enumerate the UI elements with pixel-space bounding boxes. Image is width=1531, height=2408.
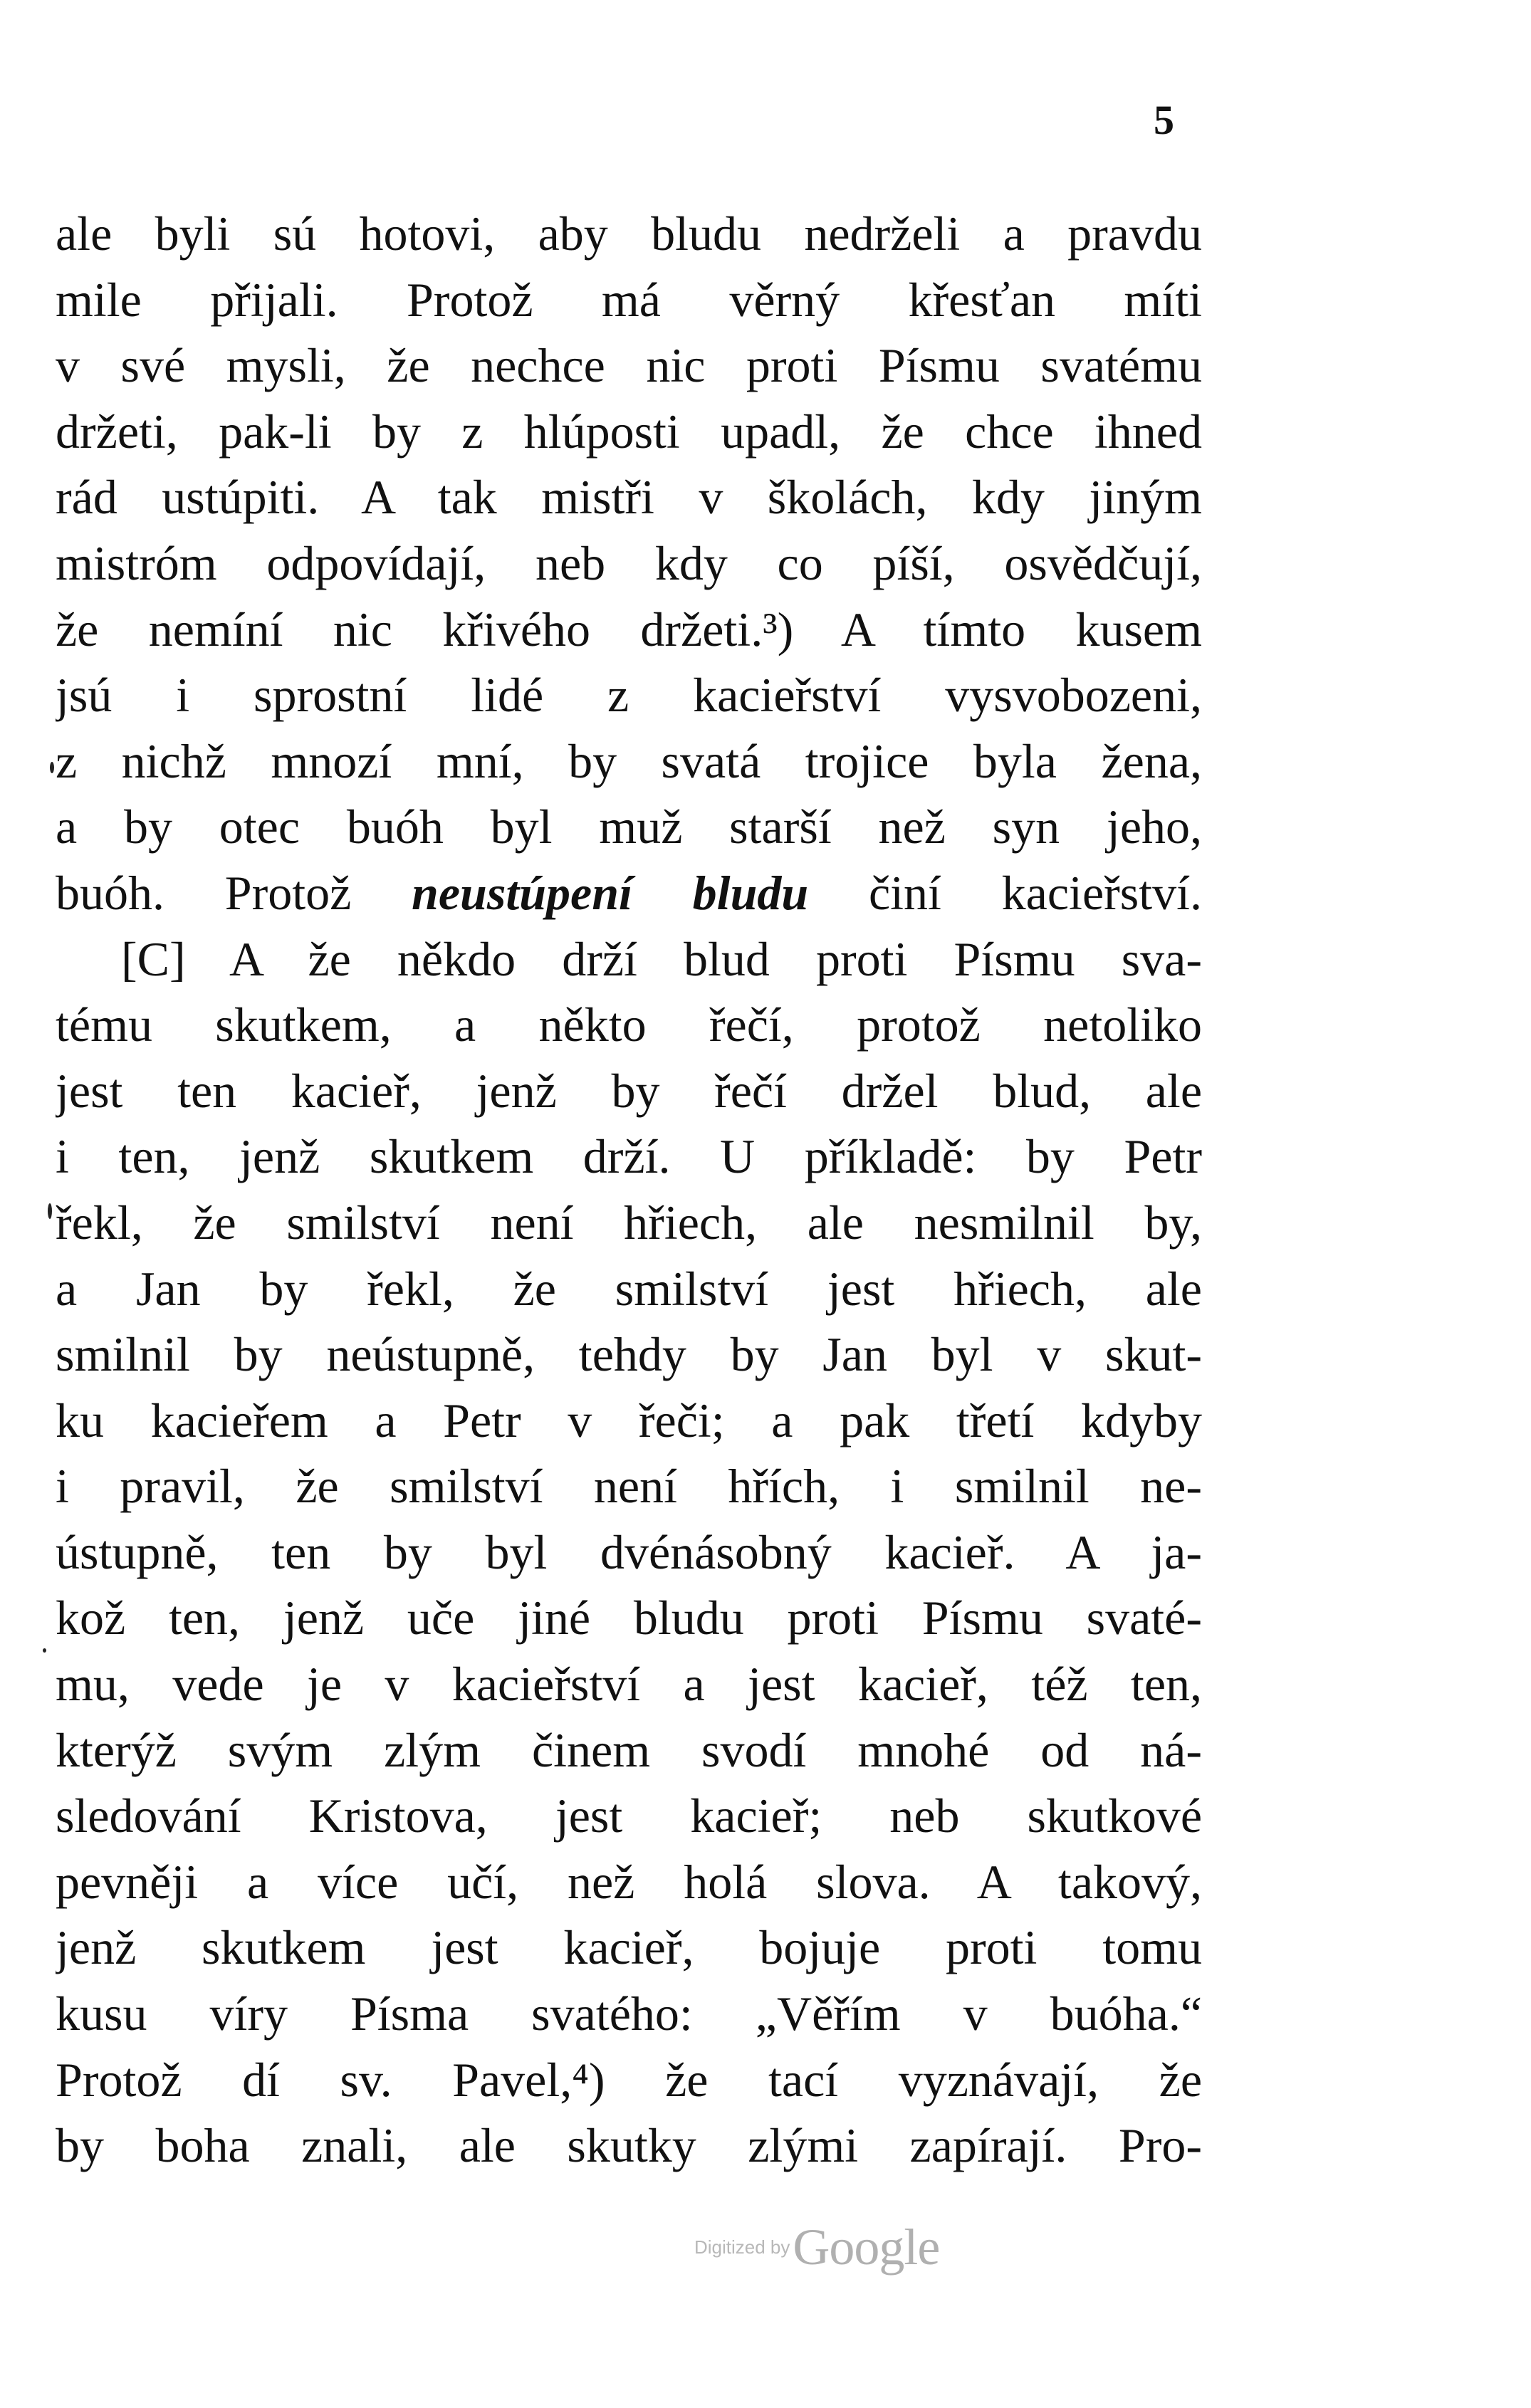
text-line: i ten, jenž skutkem drží. U příkladě: by Petr: [56, 1129, 1202, 1184]
text-run: buóh. Protož: [56, 865, 352, 920]
page-number: 5: [1154, 97, 1174, 143]
scan-speck: [48, 1203, 52, 1219]
text-line-paragraph-end: [56, 860, 1202, 926]
text-line: rád ustúpiti. A tak mistři v školách, kdy jiným: [56, 470, 1202, 525]
text-line: ku kacieřem a Petr v řeči; a pak třetí kdyby: [56, 1393, 1202, 1448]
text-line: ústupně, ten by byl dvénásobný kacieř. A ja-: [56, 1524, 1202, 1579]
text-line: jenž skutkem jest kacieř, bojuje proti tomu: [56, 1920, 1202, 1975]
text-line: kterýž svým zlým činem svodí mnohé od ná-: [56, 1722, 1202, 1777]
text-line: jsú i sprostní lidé z kacieřství vysvobozeni,: [56, 668, 1202, 723]
digitized-by-google-watermark: [694, 2219, 940, 2276]
text-line: a by otec buóh byl muž starší než syn jeho,: [56, 800, 1202, 854]
body-text: [56, 201, 1202, 2179]
text-line: a Jan by řekl, že smilství jest hřiech, ale: [56, 1261, 1202, 1316]
text-line: držeti, pak-li by z hlúposti upadl, že chce ihned: [56, 404, 1202, 459]
text-line: řekl, že smilství není hřiech, ale nesmilnil by,: [56, 1195, 1202, 1250]
text-line: kusu víry Písma svatého: „Věřím v buóha.“: [56, 1986, 1202, 2041]
google-logo: Google: [793, 2219, 940, 2276]
text-line: kož ten, jenž uče jiné bludu proti Písmu svaté-: [56, 1591, 1202, 1645]
text-line: i pravil, že smilství není hřích, i smilnil ne-: [56, 1459, 1202, 1514]
text-line: smilnil by neústupně, tehdy by Jan byl v skut-: [56, 1327, 1202, 1382]
text-line-paragraph-start: [C] A že někdo drží blud proti Písmu sva-: [121, 931, 1202, 986]
text-line: mu, vede je v kacieřství a jest kacieř, též ten,: [56, 1657, 1202, 1712]
text-line: jest ten kacieř, jenž by řečí držel blud, ale: [56, 1063, 1202, 1118]
text-line: mile přijali. Protož má věrný křesťan míti: [56, 272, 1202, 327]
text-line: ale byli sú hotovi, aby bludu nedrželi a pravdu: [56, 206, 1202, 261]
scan-speck: [50, 762, 54, 773]
text-line: by boha znali, ale skutky zlými zapírají. Pro-: [56, 2118, 1202, 2173]
text-line: Protož dí sv. Pavel,⁴) že tací vyznávají, že: [56, 2052, 1202, 2107]
text-line: že nemíní nic křivého držeti.³) A tímto kusem: [56, 602, 1202, 656]
text-line: tému skutkem, a někto řečí, protož netoliko: [56, 998, 1202, 1052]
text-line: v své mysli, že nechce nic proti Písmu svatému: [56, 338, 1202, 393]
text-line: mistróm odpovídají, neb kdy co píší, osvědčují,: [56, 535, 1202, 590]
watermark-caption: Digitized by: [694, 2236, 790, 2258]
text-run: činí kacieřství.: [868, 865, 1202, 920]
text-line: sledování Kristova, jest kacieř; neb skutkové: [56, 1789, 1202, 1843]
scan-speck: [43, 1648, 46, 1653]
text-line: pevněji a více učí, než holá slova. A takový,: [56, 1854, 1202, 1909]
text-line: z nichž mnozí mní, by svatá trojice byla žena,: [56, 733, 1202, 788]
emphasized-phrase: neustúpení bludu: [412, 865, 809, 920]
